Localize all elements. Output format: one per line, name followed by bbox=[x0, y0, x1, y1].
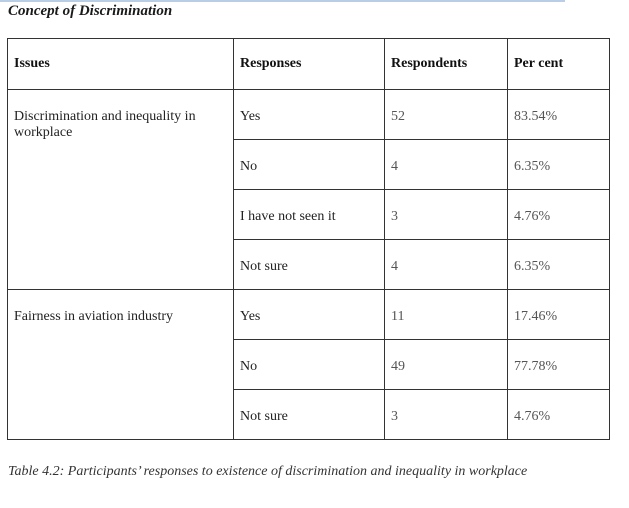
response-cell: I have not seen it bbox=[234, 190, 385, 240]
response-cell: No bbox=[234, 340, 385, 390]
percent-cell: 6.35% bbox=[508, 240, 610, 290]
response-cell: Not sure bbox=[234, 240, 385, 290]
issue-cell: Discrimination and inequality in workplace bbox=[8, 90, 234, 290]
respondents-cell: 49 bbox=[385, 340, 508, 390]
top-divider bbox=[0, 0, 565, 2]
table-caption: Table 4.2: Participants’ responses to existence of discrimination and inequality in workplace bbox=[8, 464, 528, 479]
header-percent: Per cent bbox=[508, 39, 610, 90]
header-responses: Responses bbox=[234, 39, 385, 90]
response-cell: Yes bbox=[234, 290, 385, 340]
respondents-cell: 3 bbox=[385, 190, 508, 240]
respondents-cell: 4 bbox=[385, 240, 508, 290]
respondents-cell: 4 bbox=[385, 140, 508, 190]
header-respondents: Respondents bbox=[385, 39, 508, 90]
table-row bbox=[8, 290, 610, 340]
percent-cell: 4.76% bbox=[508, 390, 610, 440]
percent-cell: 17.46% bbox=[508, 290, 610, 340]
response-cell: No bbox=[234, 140, 385, 190]
percent-cell: 4.76% bbox=[508, 190, 610, 240]
percent-cell: 83.54% bbox=[508, 90, 610, 140]
response-cell: Not sure bbox=[234, 390, 385, 440]
section-heading: Concept of Discrimination bbox=[8, 3, 173, 19]
respondents-cell: 3 bbox=[385, 390, 508, 440]
percent-cell: 77.78% bbox=[508, 340, 610, 390]
response-cell: Yes bbox=[234, 90, 385, 140]
responses-table bbox=[7, 38, 610, 440]
respondents-cell: 52 bbox=[385, 90, 508, 140]
respondents-cell: 11 bbox=[385, 290, 508, 340]
header-issues: Issues bbox=[8, 39, 234, 90]
table-row bbox=[8, 90, 610, 140]
issue-cell: Fairness in aviation industry bbox=[8, 290, 234, 440]
percent-cell: 6.35% bbox=[508, 140, 610, 190]
table-header-row bbox=[8, 39, 610, 90]
